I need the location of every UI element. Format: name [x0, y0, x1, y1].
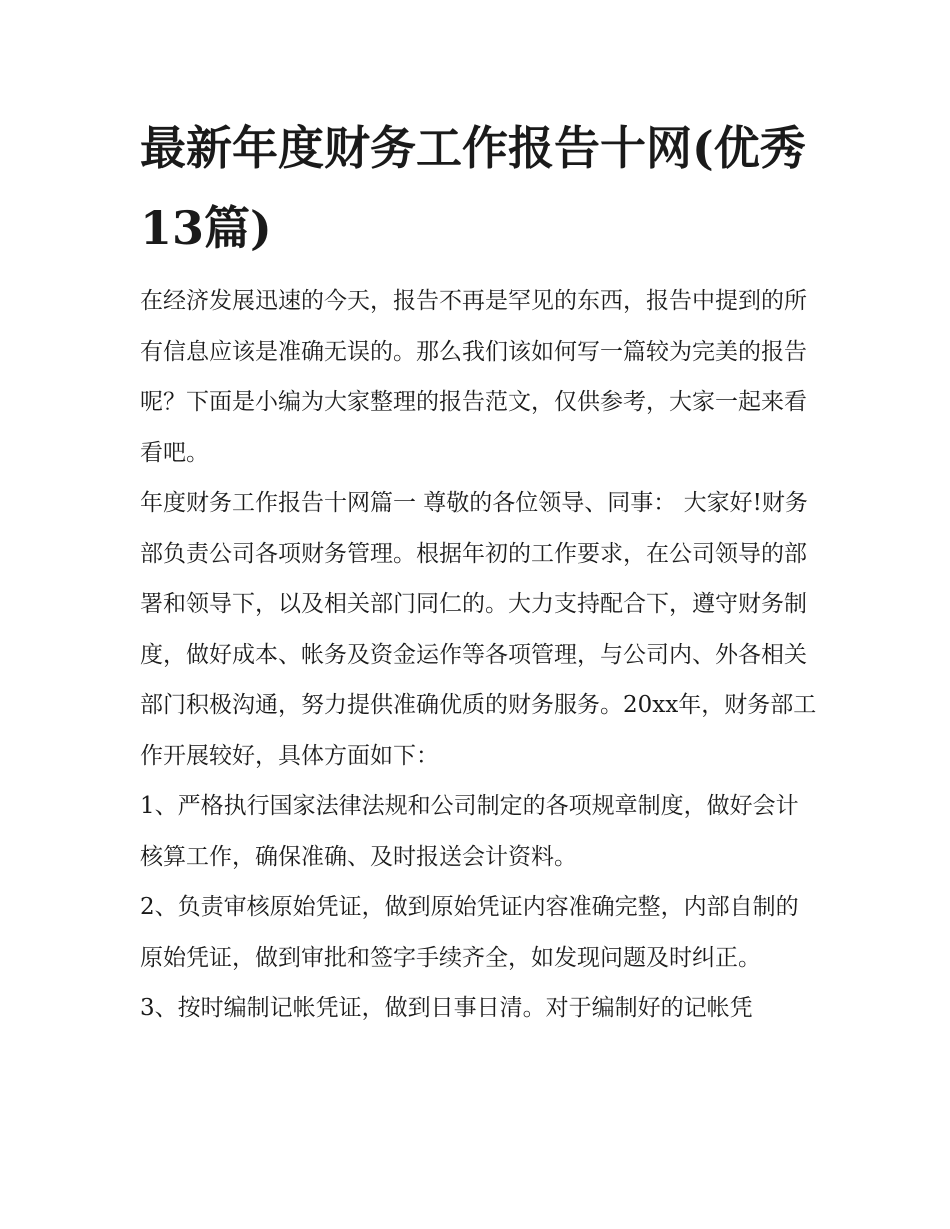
list-item-1: 1、严格执行国家法律法规和公司制定的各项规章制度，做好会计核算工作，确保准确、及时报送会计资料。 — [140, 793, 799, 870]
paragraph-section-one: 年度财务工作报告十网篇一 尊敬的各位领导、同事： 大家好!财务部负责公司各项财务管理。根据年初的工作要求，在公司领导的部署和领导下，以及相关部门同仁的。大力支持配合下，遵守财务制度，做好成本、帐务及资金运作等各项管理，与公司内、外各相关部门积极沟通，努力提供准确优质的财务服务。20xx年，财务部工作开展较好，具体方面如下： — [140, 490, 817, 769]
document-body — [140, 276, 820, 1034]
document-title: 最新年度财务工作报告十网(优秀13篇) — [140, 121, 806, 255]
list-item-2: 2、负责审核原始凭证，做到原始凭证内容准确完整，内部自制的原始凭证，做到审批和签字手续齐全，如发现问题及时纠正。 — [140, 894, 799, 971]
paragraph-intro: 在经济发展迅速的今天，报告不再是罕见的东西，报告中提到的所有信息应该是准确无误的。那么我们该如何写一篇较为完美的报告呢？下面是小编为大家整理的报告范文，仅供参考，大家一起来看看吧。 — [140, 288, 807, 466]
list-item-3: 3、按时编制记帐凭证，做到日事日清。对于编制好的记帐凭 — [140, 995, 753, 1021]
